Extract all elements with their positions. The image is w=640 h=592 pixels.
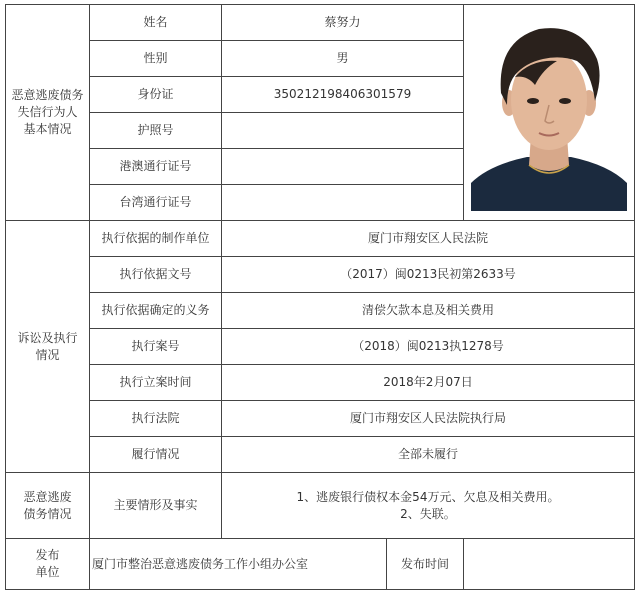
label-obligation: 执行依据确定的义务 (90, 293, 222, 329)
label-court: 执行法院 (90, 401, 222, 437)
label-taiwan-permit: 台湾通行证号 (90, 185, 222, 221)
label-name: 姓名 (90, 5, 222, 41)
value-main-facts: 1、逃废银行债权本金54万元、欠息及相关费用。 2、失联。 (222, 473, 635, 539)
section-publisher: 发布 单位 (6, 539, 90, 590)
label-case-number: 执行案号 (90, 329, 222, 365)
label-publish-time: 发布时间 (386, 539, 463, 589)
section-evasion: 恶意逃废 债务情况 (6, 473, 90, 539)
section-litigation: 诉讼及执行 情况 (6, 221, 90, 473)
section-basic-info: 恶意逃废债务 失信行为人 基本情况 (6, 5, 90, 221)
value-obligation: 清偿欠款本息及相关费用 (222, 293, 635, 329)
label-document-number: 执行依据文号 (90, 257, 222, 293)
value-filing-date: 2018年2月07日 (222, 365, 635, 401)
value-id-card: 350212198406301579 (222, 77, 464, 113)
value-taiwan-permit (222, 185, 464, 221)
value-document-number: （2017）闽0213民初第2633号 (222, 257, 635, 293)
debtor-info-table (5, 4, 635, 590)
value-court: 厦门市翔安区人民法院执行局 (222, 401, 635, 437)
person-photo (464, 5, 635, 221)
label-main-facts: 主要情形及事实 (90, 473, 222, 539)
label-filing-date: 执行立案时间 (90, 365, 222, 401)
label-passport: 护照号 (90, 113, 222, 149)
value-gender: 男 (222, 41, 464, 77)
portrait-image (469, 15, 629, 211)
value-issuing-unit: 厦门市翔安区人民法院 (222, 221, 635, 257)
value-case-number: （2018）闽0213执1278号 (222, 329, 635, 365)
label-gender: 性别 (90, 41, 222, 77)
value-hk-macau-permit (222, 149, 464, 185)
label-performance: 履行情况 (90, 437, 222, 473)
label-hk-macau-permit: 港澳通行证号 (90, 149, 222, 185)
label-issuing-unit: 执行依据的制作单位 (90, 221, 222, 257)
value-performance: 全部未履行 (222, 437, 635, 473)
publisher-row (90, 539, 464, 590)
label-id-card: 身份证 (90, 77, 222, 113)
value-passport (222, 113, 464, 149)
value-publish-time (464, 539, 635, 590)
publisher-name: 厦门市整治恶意逃废债务工作小组办公室 (92, 556, 309, 571)
value-name: 蔡努力 (222, 5, 464, 41)
